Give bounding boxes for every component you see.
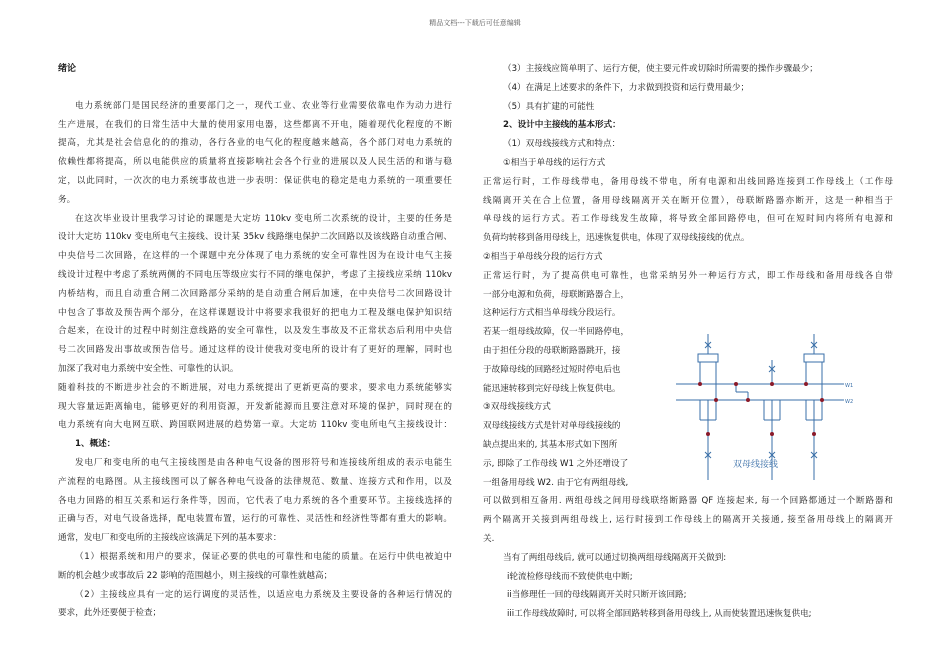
paragraph-line: 电力系统部门是国民经济的重要部门之一，现代工业、农业等行业需要依靠电作为动力进行 <box>75 100 452 111</box>
paragraph-line: （3）主接线应简单明了、运行方便，使主要元件或切除时所需要的操作步骤最少； <box>503 64 818 74</box>
paragraph-line: 内桥结构，而且自动重合闸二次回路部分采纳的是自动重合闸后加速，在中央信号二次回路设计 <box>58 288 452 299</box>
item-title: ②相当于单母线分段的运行方式 <box>483 251 603 262</box>
paragraph-line: 在这次毕业设计里我学习讨论的课题是大定坊 110kv 变电所二次系统的设计，主要的任务是 <box>75 213 452 224</box>
intro-title: 绪论 <box>58 64 77 74</box>
bus-w1-label: W1 <box>845 383 854 389</box>
breaker-dots <box>698 382 824 436</box>
paragraph-line: 提高，尤其是社会信息化的的推动，各行各业的电气化的程度越来越高，各个部门对电力系统的 <box>58 138 452 149</box>
paragraph-line: 线设计过程中考虑了系统两侧的不同电压等级应实行不同的继电保护，考虑了主接线应采纳 110kv <box>58 269 452 280</box>
paragraph-line: 这种运行方式相当单母线分段运行。 <box>483 308 621 319</box>
paragraph-line: 若某一组母线故障，仅一半回路停电， <box>483 327 630 338</box>
paragraph-line: 发电厂和变电所的电气主接线图是由各种电气设备的图形符号和连接线所组成的表示电能生 <box>75 457 452 468</box>
paragraph-line: 中包含了事故及预告两个部分，在这样课题设计中将要求我很好的把电力工程及继电保护知识结 <box>58 307 452 318</box>
paragraph-line: 号二次回路发出事故或预告信号。通过这样的设计使我对变电所的设计有了更好的理解，同时也 <box>58 345 452 356</box>
paragraph-line: （2）主接线应具有一定的运行调度的灵活性，以适应电力系统及主要设备的各种运行情况的 <box>75 589 452 600</box>
paragraph-line: 现大容量远距离输电，能够更好的利用资源，开发新能源而且要注意对环境的保护，同时现在的 <box>58 401 452 412</box>
list-item: ⅰ轮流检修母线而不致使供电中断; <box>507 571 633 582</box>
bus-w2-label: W2 <box>845 399 854 405</box>
paragraph-line: 正常运行时，为了提高供电可靠性，也常采纳另外一种运行方式，即工作母线和备用母线各自带 <box>483 270 893 281</box>
paragraph-line: 双母线接线方式是针对单母线接线的 <box>483 421 621 432</box>
paragraph-line: 一组备用母线 W2. 由于它有两组母线, <box>483 477 629 488</box>
page-header: 精品文档---下载后可任意编辑 <box>429 19 521 27</box>
paragraph-line: 负荷均转移到备用母线上，迅速恢复供电，体现了双母线接线的优点。 <box>483 233 750 244</box>
paragraph-line: （1）根据系统和用户的要求，保证必要的供电的可靠性和电能的质量。在运行中供电被迫中 <box>75 551 452 562</box>
paragraph-line: 由于担任分段的母联断路器跳开，接 <box>483 345 621 356</box>
section-title: 2、设计中主接线的基本形式： <box>503 120 621 131</box>
paragraph-line: 要求，此外还要便于检查； <box>58 608 162 619</box>
paragraph-line: 正确与否，对电气设备选择，配电装置布置，运行的可靠性、灵活性和经济性等都有重大的影响。 <box>58 514 452 525</box>
paragraph-line: 关. <box>483 533 495 544</box>
paragraph-line: 一部分电源和负荷，母联断路器合上， <box>483 289 630 300</box>
paragraph-line: 务。 <box>58 194 76 205</box>
section-title: 1、概述： <box>75 439 116 450</box>
list-item: ⅰⅰ当修理任一回的母线隔离开关时只断开该回路; <box>507 590 687 601</box>
paragraph-line: 合起来，在设计的过程中时刻注意线路的安全可靠性，以及发生事故及不正常状态后利用中央信 <box>58 326 452 337</box>
subsection-title: （1）双母线接线方式和特点： <box>503 139 621 150</box>
paragraph-line: 于故障母线的回路经过短时停电后也 <box>483 364 621 375</box>
paragraph-line: 正常运行时，工作母线带电，备用母线不带电，所有电源和出线回路连接到工作母线上（工作母 <box>483 176 893 187</box>
paragraph-line: （4）在满足上述要求的条件下，力求做到投资和运行费用最少； <box>503 82 750 93</box>
paragraph-line: 能迅速转移到完好母线上恢复供电。 <box>483 383 621 394</box>
paragraph-line: 产流程的电路图。从主接线图可以了解各种电气设备的法律规范、数量、连接方式和作用，以及 <box>58 476 452 487</box>
paragraph-line: 通常，发电厂和变电所的主接线应该满足下列的基本要求： <box>58 533 282 544</box>
paragraph-line: 随着科技的不断进步社会的不断进展，对电力系统提出了更新更高的要求，要求电力系统能够实 <box>58 382 452 393</box>
item-title: ①相当于单母线的运行方式 <box>503 157 606 168</box>
paragraph-line: 中央信号二次回路，在这样的一个课题中充分体现了电力系统的安全可靠性因为在设计电气主接 <box>58 251 452 262</box>
paragraph-line: 当有了两组母线后, 就可以通过切换两组母线隔离开关做到: <box>503 552 727 563</box>
paragraph-line: 单母线的运行方式。若工作母线发生故障，将导致全部回路停电，但可在短时间内将所有电源和 <box>483 214 893 225</box>
paragraph-line: 依赖性都将提高，所以电能供应的质量将直接影响社会各个行业的进展以及人民生活的和谐与稳 <box>58 157 452 168</box>
paragraph-line: 断的机会越少或事故后 22 影响的范围越小，则主接线的可靠性就越高； <box>58 570 333 581</box>
paragraph-line: 线隔离开关在合上位置，备用母线隔离开关在断开位置），母联断路器亦断开，这是一种相当于 <box>483 195 893 206</box>
paragraph-line: 定，以此同时，一次次的电力系统事故也进一步表明：保证供电的稳定是电力系统的一项重要任 <box>58 175 452 186</box>
item-title: ③双母线接线方式 <box>483 402 551 413</box>
paragraph-line: （5）具有扩建的可能性 <box>503 101 595 112</box>
paragraph-line: 电力系统有向大电网互联、跨国联网进展的趋势第一章。大定坊 110kv 变电所电气主接线设计： <box>58 420 452 431</box>
paragraph-line: 缺点提出来的, 其基本形式如下图所 <box>483 439 618 450</box>
paragraph-line: 设计大定坊 110kv 变电所电气主接线、设计某 35kv 线路继电保护二次回路以及该线路自动重合闸、 <box>58 232 452 243</box>
paragraph-line: 各电力回路的相互关系和运行条件等，因而，它代表了电力系统的各个重要环节。主接线选择的 <box>58 495 452 506</box>
left-column <box>58 60 452 623</box>
paragraph-line: 加深了我对电力系统中安全性、可靠性的认识。 <box>58 363 239 374</box>
paragraph-line: 生产进展，在我们的日常生活中大量的使用家用电器，这些都离不开电，随着现代化程度的不断 <box>58 119 452 130</box>
paragraph-line: 两个隔离开关接到两组母线上, 运行时接到工作母线上的隔离开关接通, 接至备用母线上的隔离开 <box>483 515 893 526</box>
paragraph-line: 可以做到相互备用. 两组母线之间用母线联络断路器 QF 连接起来, 每一个回路都通过一个断路器和 <box>483 496 893 507</box>
figure-caption: 双母线接线 <box>733 460 779 470</box>
paragraph-line: 示, 即除了工作母线 W1 之外还增设了 <box>483 458 629 469</box>
list-item: ⅰⅰⅰ工作母线故障时, 可以将全部回路转移到备用母线上, 从而使装置迅速恢复供电; <box>507 609 812 620</box>
diagram-lines <box>676 334 844 480</box>
